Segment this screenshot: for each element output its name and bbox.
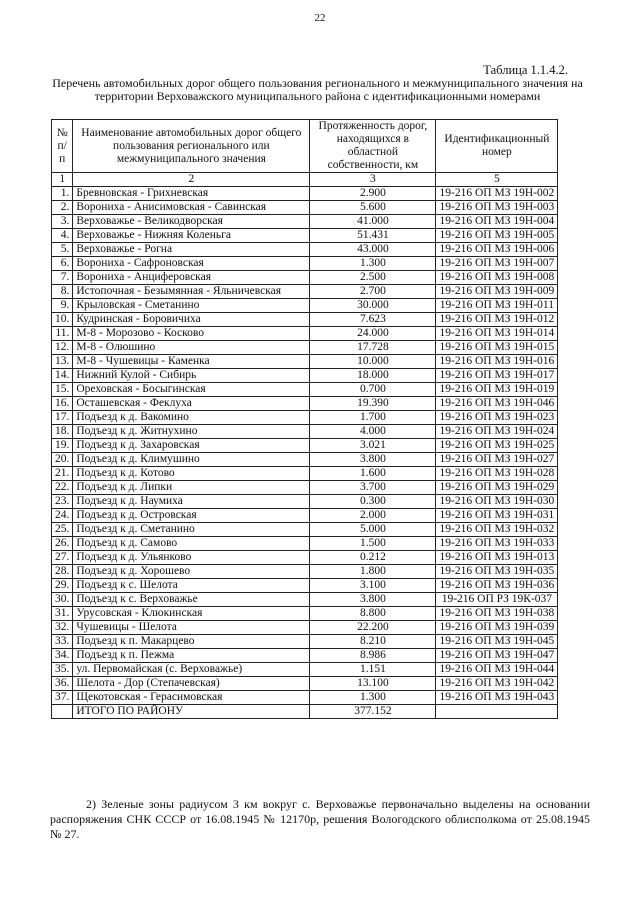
row-number: 36. — [52, 677, 73, 691]
road-length: 1.700 — [310, 411, 436, 425]
row-number: 29. — [52, 579, 73, 593]
road-length: 0.212 — [310, 551, 436, 565]
row-number: 28. — [52, 565, 73, 579]
road-length: 1.300 — [310, 691, 436, 705]
table-row — [52, 439, 558, 453]
row-number: 7. — [52, 271, 73, 285]
road-id: 19-216 ОП МЗ 19Н-006 — [436, 243, 558, 257]
table-row — [52, 663, 558, 677]
table-row — [52, 397, 558, 411]
road-length: 2.000 — [310, 509, 436, 523]
road-id: 19-216 ОП МЗ 19Н-031 — [436, 509, 558, 523]
header-name: Наименование автомобильных дорог общего пользования регионального или межмуниципального значения — [73, 120, 310, 173]
note-paragraph: 2) Зеленые зоны радиусом 3 км вокруг с. Верховажье первоначально выделены на основании распоряжения СНК СССР от 16.08.1945 № 12170р, решения Вологодского облисполкома от 25.08.1945 № 27. — [50, 797, 590, 841]
roads-table — [51, 119, 558, 719]
row-number: 2. — [52, 201, 73, 215]
table-row — [52, 453, 558, 467]
table-row — [52, 383, 558, 397]
row-number: 27. — [52, 551, 73, 565]
row-number: 9. — [52, 299, 73, 313]
table-row — [52, 285, 558, 299]
table-row — [52, 509, 558, 523]
table-row — [52, 537, 558, 551]
road-length: 13.100 — [310, 677, 436, 691]
table-row — [52, 579, 558, 593]
row-number: 37. — [52, 691, 73, 705]
road-id: 19-216 ОП МЗ 19Н-011 — [436, 299, 558, 313]
road-id: 19-216 ОП МЗ 19Н-043 — [436, 691, 558, 705]
road-id: 19-216 ОП МЗ 19Н-023 — [436, 411, 558, 425]
road-name: Подъезд к п. Пежма — [73, 649, 310, 663]
road-id: 19-216 ОП РЗ 19К-037 — [436, 593, 558, 607]
table-body — [52, 187, 558, 705]
road-name: Бревновская - Грихневская — [73, 187, 310, 201]
index-cell: 1 — [52, 173, 73, 187]
table-row — [52, 369, 558, 383]
road-name: Подъезд к д. Хорошево — [73, 565, 310, 579]
row-number: 13. — [52, 355, 73, 369]
road-name: Кудринская - Боровичиха — [73, 313, 310, 327]
table-row — [52, 327, 558, 341]
road-length: 17.728 — [310, 341, 436, 355]
road-name: М-8 - Морозово - Косково — [73, 327, 310, 341]
header-row — [52, 120, 558, 173]
road-name: Подъезд к д. Вакомино — [73, 411, 310, 425]
row-number: 17. — [52, 411, 73, 425]
table-row — [52, 523, 558, 537]
road-length: 3.021 — [310, 439, 436, 453]
index-row — [52, 173, 558, 187]
road-id: 19-216 ОП МЗ 19Н-002 — [436, 187, 558, 201]
row-number: 35. — [52, 663, 73, 677]
table-row — [52, 607, 558, 621]
table-row — [52, 565, 558, 579]
table-row — [52, 187, 558, 201]
road-id: 19-216 ОП МЗ 19Н-017 — [436, 369, 558, 383]
road-length: 51.431 — [310, 229, 436, 243]
row-number: 14. — [52, 369, 73, 383]
table-row — [52, 691, 558, 705]
row-number: 30. — [52, 593, 73, 607]
road-name: Ореховская - Босыгинская — [73, 383, 310, 397]
header-length: Протяженность дорог, находящихся в областной собственности, км — [310, 120, 436, 173]
row-number: 32. — [52, 621, 73, 635]
index-cell: 5 — [436, 173, 558, 187]
row-number: 22. — [52, 481, 73, 495]
road-id: 19-216 ОП МЗ 19Н-016 — [436, 355, 558, 369]
road-id: 19-216 ОП МЗ 19Н-003 — [436, 201, 558, 215]
table-row — [52, 411, 558, 425]
road-name: Подъезд к д. Наумиха — [73, 495, 310, 509]
table-row — [52, 495, 558, 509]
row-number: 12. — [52, 341, 73, 355]
table-row — [52, 313, 558, 327]
road-name: Верховажье - Рогна — [73, 243, 310, 257]
road-id: 19-216 ОП МЗ 19Н-027 — [436, 453, 558, 467]
road-id: 19-216 ОП МЗ 19Н-046 — [436, 397, 558, 411]
road-length: 10.000 — [310, 355, 436, 369]
road-id: 19-216 ОП МЗ 19Н-008 — [436, 271, 558, 285]
road-name: Подъезд к с. Шелота — [73, 579, 310, 593]
row-number: 24. — [52, 509, 73, 523]
row-number: 15. — [52, 383, 73, 397]
row-number: 33. — [52, 635, 73, 649]
index-cell: 3 — [310, 173, 436, 187]
road-length: 22.200 — [310, 621, 436, 635]
row-number: 11. — [52, 327, 73, 341]
road-length: 3.800 — [310, 593, 436, 607]
road-name: Подъезд к д. Ульянково — [73, 551, 310, 565]
road-id: 19-216 ОП МЗ 19Н-033 — [436, 537, 558, 551]
road-id: 19-216 ОП МЗ 19Н-019 — [436, 383, 558, 397]
road-id: 19-216 ОП МЗ 19Н-030 — [436, 495, 558, 509]
road-length: 0.300 — [310, 495, 436, 509]
table-caption: Перечень автомобильных дорог общего пользования регионального и межмуниципального значения на территории Верховажского муниципального района с идентификационными номерами — [52, 76, 583, 103]
header-num: № п/п — [52, 120, 73, 173]
road-name: Подъезд к д. Захаровская — [73, 439, 310, 453]
road-id: 19-216 ОП МЗ 19Н-035 — [436, 565, 558, 579]
road-name: ул. Первомайская (с. Верховажье) — [73, 663, 310, 677]
table-row — [52, 271, 558, 285]
index-cell: 2 — [73, 173, 310, 187]
road-length: 41.000 — [310, 215, 436, 229]
road-length: 8.986 — [310, 649, 436, 663]
road-id: 19-216 ОП МЗ 19Н-014 — [436, 327, 558, 341]
table-row — [52, 215, 558, 229]
row-number: 31. — [52, 607, 73, 621]
road-id: 19-216 ОП МЗ 19Н-038 — [436, 607, 558, 621]
table-row — [52, 467, 558, 481]
road-length: 5.000 — [310, 523, 436, 537]
table-row — [52, 229, 558, 243]
road-id: 19-216 ОП МЗ 19Н-012 — [436, 313, 558, 327]
table-row — [52, 593, 558, 607]
road-length: 30.000 — [310, 299, 436, 313]
road-id: 19-216 ОП МЗ 19Н-024 — [436, 425, 558, 439]
road-id: 19-216 ОП МЗ 19Н-028 — [436, 467, 558, 481]
road-id: 19-216 ОП МЗ 19Н-013 — [436, 551, 558, 565]
table-row — [52, 299, 558, 313]
table-row — [52, 481, 558, 495]
road-length: 2.900 — [310, 187, 436, 201]
table-row — [52, 635, 558, 649]
row-number: 5. — [52, 243, 73, 257]
road-name: Урусовская - Клюкинская — [73, 607, 310, 621]
header-id: Идентификационный номер — [436, 120, 558, 173]
road-length: 18.000 — [310, 369, 436, 383]
total-num-cell — [52, 705, 73, 719]
road-length: 2.500 — [310, 271, 436, 285]
road-name: Ворониха - Анисимовская - Савинская — [73, 201, 310, 215]
table-row — [52, 621, 558, 635]
road-id: 19-216 ОП МЗ 19Н-042 — [436, 677, 558, 691]
table-label: Таблица 1.1.4.2. — [483, 63, 568, 77]
road-name: Подъезд к д. Климушино — [73, 453, 310, 467]
road-length: 4.000 — [310, 425, 436, 439]
table-row — [52, 355, 558, 369]
road-length: 8.800 — [310, 607, 436, 621]
page-number: 22 — [314, 12, 326, 24]
row-number: 8. — [52, 285, 73, 299]
road-length: 8.210 — [310, 635, 436, 649]
row-number: 23. — [52, 495, 73, 509]
road-name: Крыловская - Сметанино — [73, 299, 310, 313]
road-id: 19-216 ОП МЗ 19Н-036 — [436, 579, 558, 593]
road-name: Подъезд к с. Верховажье — [73, 593, 310, 607]
table-row — [52, 425, 558, 439]
road-name: Чушевицы - Шелота — [73, 621, 310, 635]
row-number: 25. — [52, 523, 73, 537]
road-length: 24.000 — [310, 327, 436, 341]
road-name: Истопочная - Безымянная - Яльничевская — [73, 285, 310, 299]
road-name: Подъезд к п. Макарцево — [73, 635, 310, 649]
road-name: Ворониха - Анциферовская — [73, 271, 310, 285]
row-number: 4. — [52, 229, 73, 243]
road-length: 19.390 — [310, 397, 436, 411]
road-id: 19-216 ОП МЗ 19Н-032 — [436, 523, 558, 537]
road-name: Шелота - Дор (Степачевская) — [73, 677, 310, 691]
road-length: 1.600 — [310, 467, 436, 481]
road-name: Подъезд к д. Житнухино — [73, 425, 310, 439]
row-number: 3. — [52, 215, 73, 229]
table-row — [52, 243, 558, 257]
road-name: Подъезд к д. Сметанино — [73, 523, 310, 537]
row-number: 34. — [52, 649, 73, 663]
road-id: 19-216 ОП МЗ 19Н-007 — [436, 257, 558, 271]
row-number: 21. — [52, 467, 73, 481]
table-row — [52, 201, 558, 215]
total-row — [52, 705, 558, 719]
row-number: 16. — [52, 397, 73, 411]
road-id: 19-216 ОП МЗ 19Н-015 — [436, 341, 558, 355]
table-row — [52, 649, 558, 663]
road-id: 19-216 ОП МЗ 19Н-047 — [436, 649, 558, 663]
road-name: Осташевская - Феклуха — [73, 397, 310, 411]
table-row — [52, 551, 558, 565]
road-name: Ворониха - Сафроновская — [73, 257, 310, 271]
table-row — [52, 677, 558, 691]
road-name: Верховажье - Великодворская — [73, 215, 310, 229]
road-name: Нижний Кулой - Сибирь — [73, 369, 310, 383]
row-number: 19. — [52, 439, 73, 453]
total-label: ИТОГО ПО РАЙОНУ — [73, 705, 310, 719]
road-id: 19-216 ОП МЗ 19Н-029 — [436, 481, 558, 495]
road-name: Подъезд к д. Самово — [73, 537, 310, 551]
road-length: 3.100 — [310, 579, 436, 593]
road-id: 19-216 ОП МЗ 19Н-044 — [436, 663, 558, 677]
road-id: 19-216 ОП МЗ 19Н-005 — [436, 229, 558, 243]
road-length: 1.151 — [310, 663, 436, 677]
road-name: Верховажье - Нижняя Коленьга — [73, 229, 310, 243]
road-length: 3.800 — [310, 453, 436, 467]
table-row — [52, 341, 558, 355]
road-length: 0.700 — [310, 383, 436, 397]
row-number: 10. — [52, 313, 73, 327]
road-name: Подъезд к д. Котово — [73, 467, 310, 481]
road-length: 1.500 — [310, 537, 436, 551]
road-name: Подъезд к д. Липки — [73, 481, 310, 495]
row-number: 26. — [52, 537, 73, 551]
road-id: 19-216 ОП МЗ 19Н-039 — [436, 621, 558, 635]
table-row — [52, 257, 558, 271]
road-length: 1.300 — [310, 257, 436, 271]
road-length: 5.600 — [310, 201, 436, 215]
road-length: 7.623 — [310, 313, 436, 327]
row-number: 1. — [52, 187, 73, 201]
total-id-cell — [436, 705, 558, 719]
road-length: 3.700 — [310, 481, 436, 495]
road-length: 2.700 — [310, 285, 436, 299]
road-name: Подъезд к д. Островская — [73, 509, 310, 523]
row-number: 6. — [52, 257, 73, 271]
road-id: 19-216 ОП МЗ 19Н-025 — [436, 439, 558, 453]
road-name: Щекотовская - Герасимовская — [73, 691, 310, 705]
row-number: 20. — [52, 453, 73, 467]
road-length: 43.000 — [310, 243, 436, 257]
row-number: 18. — [52, 425, 73, 439]
total-value: 377.152 — [310, 705, 436, 719]
road-id: 19-216 ОП МЗ 19Н-009 — [436, 285, 558, 299]
road-id: 19-216 ОП МЗ 19Н-045 — [436, 635, 558, 649]
road-name: М-8 - Чушевицы - Каменка — [73, 355, 310, 369]
road-id: 19-216 ОП МЗ 19Н-004 — [436, 215, 558, 229]
road-length: 1.800 — [310, 565, 436, 579]
road-name: М-8 - Олюшино — [73, 341, 310, 355]
